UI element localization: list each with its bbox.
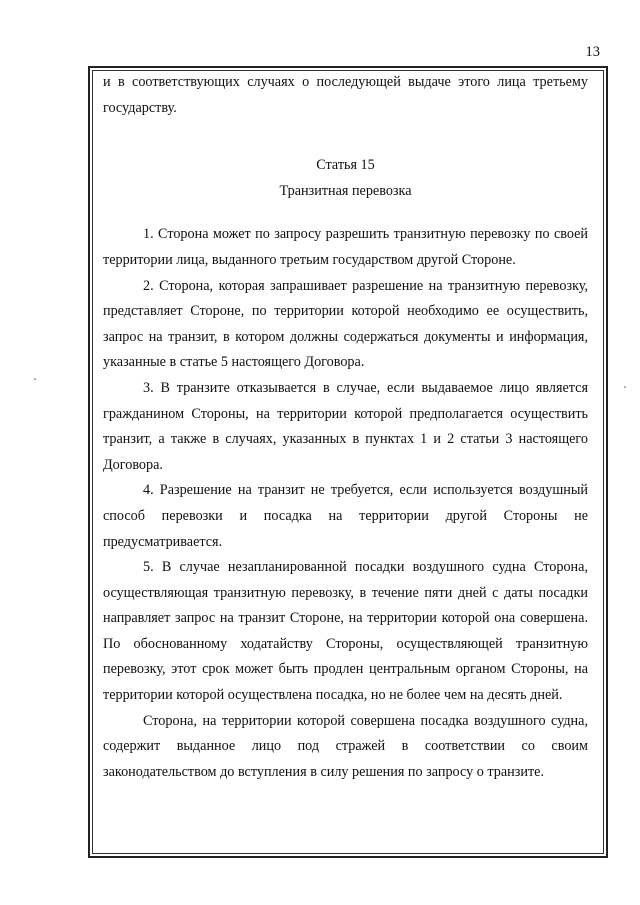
paragraph-4: 4. Разрешение на транзит не требуется, если используется воздушный способ перевозки и посадка на территории другой Стороны не предусматривается. bbox=[103, 482, 588, 550]
paragraph-1: 1. Сторона может по запросу разрешить транзитную перевозку по своей территории лица, выданного третьим государством другой Стороне. bbox=[103, 226, 588, 268]
paragraph-2: 2. Сторона, которая запрашивает разрешение на транзитную перевозку, представляет Стороне, по территории которой необходимо ее осуществить, запрос на транзит, в котором должны содержаться документы и информация, указанные в статье 5 настоящего Договора. bbox=[103, 277, 588, 371]
page-number: 13 bbox=[585, 44, 600, 60]
continuation-text: и в соответствующих случаях о последующей выдаче этого лица третьему государству. bbox=[103, 74, 588, 116]
article-number: Статья 15 bbox=[316, 157, 375, 174]
paragraph-5: 5. В случае незапланированной посадки воздушного судна Сторона, осуществляющая транзитную перевозку, в течение пяти дней с даты посадки направляет запрос на транзит Стороне, на территории которой она совершена. По обоснованному ходатайству Стороны, осуществляющей транзитную перевозку, этот срок может быть продлен центральным органом Стороны, на территории которой осуществлена посадка, но не более чем на десять дней. bbox=[103, 559, 588, 704]
scan-speck bbox=[34, 378, 36, 380]
document-body bbox=[103, 70, 588, 785]
scan-speck bbox=[624, 386, 626, 388]
article-title: Транзитная перевозка bbox=[279, 182, 412, 199]
paragraph-3: 3. В транзите отказывается в случае, если выдаваемое лицо является гражданином Стороны, на территории которой предполагается осуществить транзит, а также в случаях, указанных в пунктах 1 и 2 статьи 3 настоящего Договора. bbox=[103, 379, 588, 473]
paragraph-6: Сторона, на территории которой совершена посадка воздушного судна, содержит выданное лицо под стражей в соответствии со своим законодательством до вступления в силу решения по запросу о транзите. bbox=[103, 712, 588, 780]
